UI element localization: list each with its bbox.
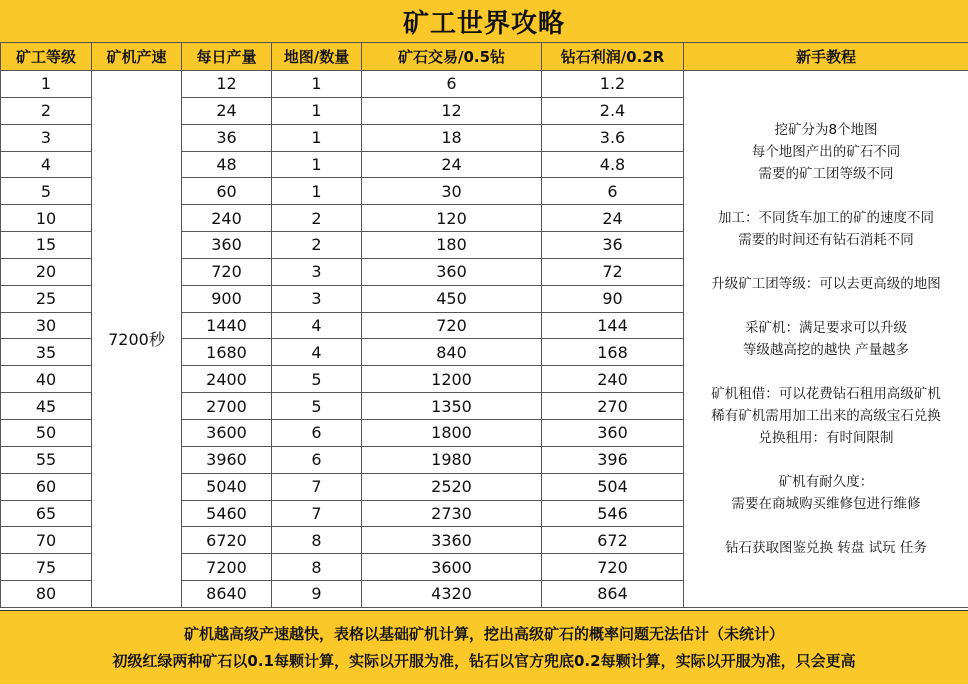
cell-daily-output: 48: [182, 151, 272, 178]
cell-map-count: 3: [272, 285, 362, 312]
cell-daily-output: 60: [182, 178, 272, 205]
cell-map-count: 4: [272, 312, 362, 339]
cell-level: 2: [1, 97, 92, 124]
cell-diamond-profit: 360: [542, 419, 684, 446]
cell-ore-trade: 3360: [362, 527, 542, 554]
cell-diamond-profit: 504: [542, 473, 684, 500]
tutorial-line: 等级越高挖的越快 产量越多: [686, 339, 966, 361]
cell-ore-trade: 2730: [362, 500, 542, 527]
tutorial-line: [686, 251, 966, 273]
page-title: 矿工世界攻略: [0, 0, 968, 43]
cell-diamond-profit: 72: [542, 258, 684, 285]
cell-diamond-profit: 24: [542, 205, 684, 232]
cell-map-count: 6: [272, 446, 362, 473]
tutorial-line: 需要的矿工团等级不同: [686, 163, 966, 185]
col-header-map-count: 地图/数量: [272, 43, 362, 71]
tutorial-line: 采矿机：满足要求可以升级: [686, 317, 966, 339]
tutorial-line: [686, 185, 966, 207]
cell-map-count: 1: [272, 124, 362, 151]
cell-daily-output: 360: [182, 232, 272, 259]
cell-map-count: 2: [272, 232, 362, 259]
table-body: [1, 71, 968, 608]
cell-level: 10: [1, 205, 92, 232]
table-row: [1, 71, 968, 98]
cell-diamond-profit: 240: [542, 366, 684, 393]
cell-ore-trade: 2520: [362, 473, 542, 500]
cell-diamond-profit: 90: [542, 285, 684, 312]
cell-ore-trade: 30: [362, 178, 542, 205]
cell-diamond-profit: 864: [542, 581, 684, 608]
cell-level: 30: [1, 312, 92, 339]
cell-diamond-profit: 546: [542, 500, 684, 527]
cell-diamond-profit: 720: [542, 554, 684, 581]
cell-daily-output: 5040: [182, 473, 272, 500]
cell-ore-trade: 18: [362, 124, 542, 151]
cell-ore-trade: 6: [362, 71, 542, 98]
cell-daily-output: 2400: [182, 366, 272, 393]
cell-map-count: 1: [272, 151, 362, 178]
cell-map-count: 8: [272, 527, 362, 554]
cell-diamond-profit: 396: [542, 446, 684, 473]
cell-map-count: 7: [272, 500, 362, 527]
tutorial-line: [686, 361, 966, 383]
footer-note: 初级红绿两种矿石以0.1每颗计算，实际以开服为准，钻石以官方兜底0.2每颗计算，实际以开服为准，只会更高: [112, 648, 855, 675]
cell-ore-trade: 360: [362, 258, 542, 285]
cell-daily-output: 900: [182, 285, 272, 312]
cell-daily-output: 1440: [182, 312, 272, 339]
cell-level: 65: [1, 500, 92, 527]
tutorial-line: 钻石获取图鉴兑换 转盘 试玩 任务: [686, 537, 966, 559]
cell-diamond-profit: 2.4: [542, 97, 684, 124]
cell-daily-output: 3600: [182, 419, 272, 446]
tutorial-line: 矿机有耐久度：: [686, 471, 966, 493]
cell-level: 35: [1, 339, 92, 366]
cell-ore-trade: 120: [362, 205, 542, 232]
cell-level: 3: [1, 124, 92, 151]
cell-level: 45: [1, 393, 92, 420]
footer-notes: [0, 610, 968, 684]
cell-daily-output: 2700: [182, 393, 272, 420]
cell-ore-trade: 1800: [362, 419, 542, 446]
cell-ore-trade: 840: [362, 339, 542, 366]
cell-daily-output: 3960: [182, 446, 272, 473]
cell-diamond-profit: 1.2: [542, 71, 684, 98]
cell-ore-trade: 1350: [362, 393, 542, 420]
cell-level: 50: [1, 419, 92, 446]
cell-diamond-profit: 672: [542, 527, 684, 554]
cell-daily-output: 7200: [182, 554, 272, 581]
cell-diamond-profit: 270: [542, 393, 684, 420]
tutorial-line: 兑换租用：有时间限制: [686, 427, 966, 449]
tutorial-line: [686, 515, 966, 537]
tutorial-panel: [684, 71, 968, 608]
tutorial-line: 升级矿工团等级：可以去更高级的地图: [686, 273, 966, 295]
cell-level: 4: [1, 151, 92, 178]
tutorial-line: 需要在商城购买维修包进行维修: [686, 493, 966, 515]
guide-table: [0, 42, 968, 608]
cell-ore-trade: 180: [362, 232, 542, 259]
cell-ore-trade: 450: [362, 285, 542, 312]
cell-diamond-profit: 36: [542, 232, 684, 259]
cell-daily-output: 36: [182, 124, 272, 151]
tutorial-line: 加工：不同货车加工的矿的速度不同: [686, 207, 966, 229]
cell-daily-output: 5460: [182, 500, 272, 527]
cell-level: 75: [1, 554, 92, 581]
cell-map-count: 4: [272, 339, 362, 366]
cell-map-count: 6: [272, 419, 362, 446]
cell-map-count: 1: [272, 97, 362, 124]
tutorial-line: [686, 295, 966, 317]
cell-level: 60: [1, 473, 92, 500]
cell-ore-trade: 720: [362, 312, 542, 339]
cell-map-count: 1: [272, 178, 362, 205]
cell-ore-trade: 1200: [362, 366, 542, 393]
cell-daily-output: 8640: [182, 581, 272, 608]
col-header-level: 矿工等级: [1, 43, 92, 71]
cell-level: 80: [1, 581, 92, 608]
cell-map-count: 5: [272, 366, 362, 393]
cell-diamond-profit: 168: [542, 339, 684, 366]
cell-daily-output: 1680: [182, 339, 272, 366]
cell-speed: 7200秒: [92, 71, 182, 608]
col-header-tutorial: 新手教程: [684, 43, 968, 71]
cell-daily-output: 24: [182, 97, 272, 124]
cell-level: 40: [1, 366, 92, 393]
cell-level: 5: [1, 178, 92, 205]
col-header-speed: 矿机产速: [92, 43, 182, 71]
col-header-ore-trade: 矿石交易/0.5钻: [362, 43, 542, 71]
cell-daily-output: 6720: [182, 527, 272, 554]
tutorial-line: 挖矿分为8个地图: [686, 119, 966, 141]
tutorial-line: 矿机租借：可以花费钻石租用高级矿机: [686, 383, 966, 405]
cell-diamond-profit: 4.8: [542, 151, 684, 178]
cell-ore-trade: 4320: [362, 581, 542, 608]
cell-map-count: 8: [272, 554, 362, 581]
cell-diamond-profit: 144: [542, 312, 684, 339]
cell-daily-output: 12: [182, 71, 272, 98]
tutorial-line: 需要的时间还有钻石消耗不同: [686, 229, 966, 251]
footer-note: 矿机越高级产速越快，表格以基础矿机计算，挖出高级矿石的概率问题无法估计（未统计）: [184, 621, 784, 648]
cell-ore-trade: 24: [362, 151, 542, 178]
tutorial-line: 稀有矿机需用加工出来的高级宝石兑换: [686, 405, 966, 427]
cell-ore-trade: 12: [362, 97, 542, 124]
cell-map-count: 2: [272, 205, 362, 232]
cell-ore-trade: 3600: [362, 554, 542, 581]
cell-map-count: 5: [272, 393, 362, 420]
cell-level: 70: [1, 527, 92, 554]
cell-daily-output: 720: [182, 258, 272, 285]
header-row: [1, 43, 968, 71]
cell-level: 25: [1, 285, 92, 312]
cell-map-count: 9: [272, 581, 362, 608]
cell-map-count: 7: [272, 473, 362, 500]
col-header-diamond-profit: 钻石利润/0.2R: [542, 43, 684, 71]
cell-level: 1: [1, 71, 92, 98]
col-header-daily-output: 每日产量: [182, 43, 272, 71]
cell-diamond-profit: 3.6: [542, 124, 684, 151]
cell-map-count: 1: [272, 71, 362, 98]
tutorial-line: [686, 449, 966, 471]
cell-daily-output: 240: [182, 205, 272, 232]
cell-diamond-profit: 6: [542, 178, 684, 205]
cell-level: 15: [1, 232, 92, 259]
cell-level: 20: [1, 258, 92, 285]
tutorial-line: 每个地图产出的矿石不同: [686, 141, 966, 163]
cell-map-count: 3: [272, 258, 362, 285]
cell-ore-trade: 1980: [362, 446, 542, 473]
cell-level: 55: [1, 446, 92, 473]
